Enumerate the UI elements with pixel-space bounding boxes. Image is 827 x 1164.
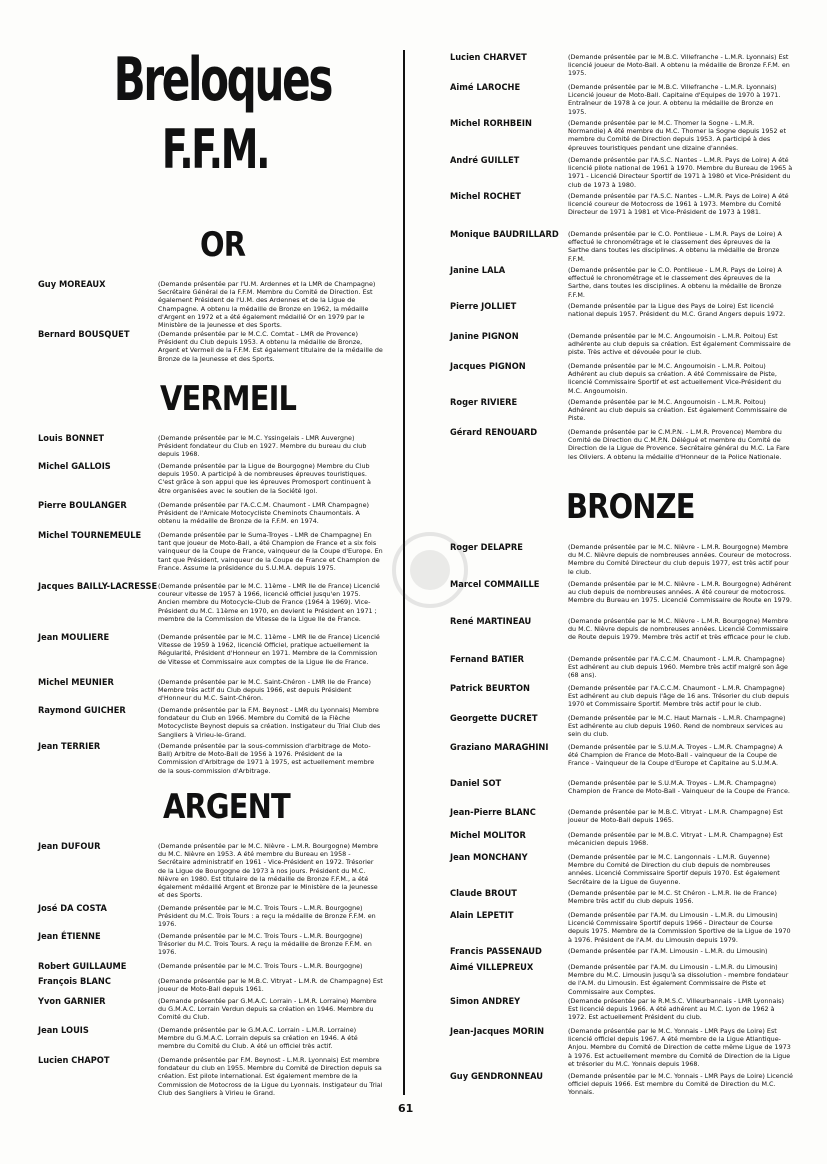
recipient-description: (Demande présentée par l'A.S.C. Nantes - L.M.R. Pays de Loire) A été licencié coureur de Motocross de 1961 à 1973. Membre du Comité Directeur de 1971 à 1981 et Vice-Président de 1973 à 1981. (568, 192, 789, 217)
recipient-description: (Demande présentée par le M.B.C. Vitryat - L.M.R. Champagne) Est mécanicien depuis 1968. (568, 831, 783, 848)
recipient-name: José DA COSTA (38, 904, 107, 914)
recipient-description: (Demande présentée par le M.C. Nièvre - L.M.R. Bourgogne) Membre du M.C. Nièvre en 1953. A été membre du Bureau en 1958 - Secrétaire administratif en 1961 - Vice-Président en 1972. Trésorier de la Ligue de Bourgogne de 1973 à nos jours. Président du M.C. Nièvre en 1980. Est titulaire de la médaille de Bronze F.F.M., a été également médaillé Argent et Bronze par le Ministère de la Jeunesse et des Sports. (158, 842, 379, 900)
recipient-name: Janine LALA (450, 266, 506, 276)
recipient-description: (Demande présentée par le M.C. Langonnais - L.M.R. Guyenne) Membre du Comité de Direction du club depuis de nombreuses années. Licencié Commissaire Sportif depuis 1970. Est également Secrétaire de la Ligue de Guyenne. (568, 853, 780, 886)
recipient-description: (Demande présentée par F.M. Beynost - L.M.R. Lyonnais) Est membre fondateur du club en 1955. Membre du Comité de Direction depuis sa création. Est pilote international. Est également membre de la Commission de Motocross de la Ligue du Lyonnais. Instigateur du Trial Club des Sangliers à Virieu le Grand. (158, 1056, 383, 1097)
recipient-name: Michel MEUNIER (38, 678, 114, 688)
page-number: 61 (398, 1102, 414, 1115)
recipient-name: Guy MOREAUX (38, 280, 106, 290)
recipient-description: (Demande présentée par l'A.C.C.M. Chaumont - LMR Champagne) Président de l'Amicale Motocycliste Cheminots Chaumontais. A obtenu la médaille de Bronze de la F.F.M. en 1974. (158, 501, 370, 526)
recipient-name: Jean LOUIS (38, 1026, 89, 1036)
recipient-description: (Demande présentée par le M.C. Nièvre - L.M.R. Bourgogne) Membre du M.C. Nièvre depuis de nombreuses années. Coureur de motocross. Membre du Comité Directeur du club depuis 1977, est très actif pour le club. (568, 543, 792, 576)
recipient-description: (Demande présentée par le G.M.A.C. Lorrain - L.M.R. Lorraine) Membre du G.M.A.C. Lorrain depuis sa création en 1946. A été membre du Comité du Club. A été un officiel très actif. (158, 1026, 358, 1051)
recipient-description: (Demande présentée par l'A.M. Limousin - L.M.R. du Limousin) (568, 947, 768, 955)
section-bronze-heading: BRONZE (566, 487, 695, 527)
recipient-description: (Demande présentée par l'A.C.C.M. Chaumont - L.M.R. Champagne) Est adhérent au club depuis l'âge de 16 ans. Trésorier du club depuis 1970 et Commissaire Sportif. Membre très actif pour le club. (568, 684, 789, 709)
recipient-name: Michel GALLOIS (38, 462, 111, 472)
recipient-description: (Demande présentée par le M.C. Yonnais - LMR Pays de Loire) Est licencié officiel depuis 1967. A été membre de la Ligue Atlantique-Anjou. Membre du Comité de Direction de cette même Ligue de 1973 à 1976. Est actuellement membre du Comité de Direction de la Ligue et trésorier du M.C. Yonnais depuis 1968. (568, 1027, 791, 1068)
recipient-name: Claude BROUT (450, 889, 517, 899)
recipient-description: (Demande présentée par l'A.S.C. Nantes - L.M.R. Pays de Loire) A été licencié pilote national de 1961 à 1970. Membre du Bureau de 1965 à 1971 - Licencié Directeur Sportif de 1971 à 1980 et Vice-Président du club de 1973 à 1980. (568, 156, 793, 189)
recipient-name: Michel ROCHET (450, 192, 521, 202)
recipient-description: (Demande présentée par le M.C. Nièvre - L.M.R. Bourgogne) Adhérent au club depuis de nombreuses années. A été coureur de motocross. Membre du Bureau en 1975. Licencié Commissaire de Route en 1979. (568, 580, 792, 605)
watermark-stamp (390, 530, 470, 610)
recipient-name: Gérard RENOUARD (450, 428, 538, 438)
recipient-name: Lucien CHARVET (450, 53, 527, 63)
page-subtitle: F.F.M. (161, 118, 269, 181)
recipient-name: André GUILLET (450, 156, 520, 166)
recipient-description: (Demande présentée par l'A.M. du Limousin - L.M.R. du Limousin) Membre du M.C. Limousin jusqu'à sa dissolution - membre fondateur de l'A.M. du Limousin. Est également Commissaire de Piste et Commissaire aux Comptes. (568, 963, 789, 996)
recipient-name: Michel RORHBEIN (450, 119, 532, 129)
recipient-description: (Demande présentée par le M.C. Angoumoisin - L.M.R. Poitou) Est adhérente au club depuis sa création. Est également Commissaire de piste. Très active et dévouée pour le club. (568, 332, 791, 357)
recipient-name: François BLANC (38, 977, 111, 987)
recipient-name: Jean TERRIER (38, 742, 101, 752)
recipient-description: (Demande présentée par le M.C. Trois Tours - L.M.R. Bourgogne) (158, 962, 363, 970)
recipient-name: Patrick BEURTON (450, 684, 530, 694)
recipient-description: (Demande présentée par le M.C. Haut Marnais - L.M.R. Champagne) Est adhérente au club depuis 1960. Rend de nombreux services au sein du club. (568, 714, 786, 739)
recipient-name: Robert GUILLAUME (38, 962, 127, 972)
recipient-name: Michel TOURNEMEULE (38, 531, 142, 541)
recipient-name: Daniel SOT (450, 779, 502, 789)
recipient-description: (Demande présentée par la F.M. Beynost - LMR du Lyonnais) Membre fondateur du Club en 1966. Membre du Comité de la Flèche Motocycliste Beynost depuis sa création. Instigateur du Trial Club des Sangliers à Virieu-le-Grand. (158, 706, 381, 739)
recipient-name: Monique BAUDRILLARD (450, 230, 559, 240)
recipient-name: Fernand BATIER (450, 655, 525, 665)
section-vermeil-heading: VERMEIL (160, 379, 297, 419)
recipient-description: (Demande présentée par le M.C. Saint-Chéron - LMR Ile de France) Membre très actif du Club depuis 1966, est depuis Président d'Honneur du M.C. Saint-Chéron. (158, 678, 371, 703)
recipient-description: (Demande présentée par le M.C. Angoumoisin - L.M.R. Poitou) Adhérent au club depuis sa création. A été Commissaire de Piste, licencié Commissaire Sportif et est actuellement Vice-Président du M.C. Angoumoisin. (568, 362, 782, 395)
recipient-name: Jacques PIGNON (450, 362, 526, 372)
recipient-description: (Demande présentée par le M.C. Yssingelais - LMR Auvergne) Président fondateur du Club en 1927. Membre du bureau du club depuis 1968. (158, 434, 367, 459)
recipient-name: Roger RIVIERE (450, 398, 518, 408)
recipient-name: Janine PIGNON (450, 332, 519, 342)
recipient-description: (Demande présentée par l'U.M. Ardennes et la LMR de Champagne) Secrétaire Général de la F.F.M. Membre du Comité de Direction. Est également Président de l'U.M. des Ardennes et de la Ligue de Champagne. A obtenu la médaille de Bronze en 1962, la médaille d'Argent en 1972 et a été également médaillé Or en 1979 par le Ministère de la Jeunesse et des Sports. (158, 280, 376, 330)
recipient-description: (Demande présentée par l'A.M. du Limousin - L.M.R. du Limousin) Licencié Commissaire Sportif depuis 1966 - Directeur de Course depuis 1975. Membre de la Commission Sportive de la Ligue de 1970 à 1976. Président de l'A.M. du Limousin depuis 1979. (568, 911, 791, 944)
recipient-description: (Demande présentée par le M.C. 11ème - LMR Ile de France) Licencié Vitesse de 1959 à 1962, licencié Officiel, pratique actuellement la Régularité, Président d'Honneur en 1971. Membre de la Commission de Vitesse et Commissaire aux comptes de la Ligue Ile de France. (158, 633, 380, 666)
recipient-name: Yvon GARNIER (38, 997, 106, 1007)
recipient-name: Aimé LAROCHE (450, 83, 521, 93)
recipient-name: Guy GENDRONNEAU (450, 1072, 544, 1082)
recipient-name: Jean MONCHANY (450, 853, 528, 863)
recipient-description: (Demande présentée par la Ligue de Bourgogne) Membre du Club depuis 1950. A participé à de nombreuses épreuves touristiques. C'est grâce à son appui que les épreuves Promosport continuent à être organisées avec le soutien de la Société Igol. (158, 462, 371, 495)
recipient-description: (Demande présentée par le M.C.C. Comtat - LMR de Provence) Président du Club depuis 1953. A obtenu la médaille de Bronze, Argent et Vermeil de la F.F.M. Est également titulaire de la médaille de Bronze de la Jeunesse et des Sports. (158, 330, 383, 363)
recipient-description: (Demande présentée par le M.C. Angoumoisin - L.M.R. Poitou) Adhérent au club depuis sa création. Est également Commissaire de Piste. (568, 398, 788, 423)
recipient-name: Aimé VILLEPREUX (450, 963, 534, 973)
section-or-heading: OR (200, 225, 246, 265)
recipient-name: Jacques BAILLY-LACRESSE (38, 582, 158, 592)
recipient-name: Louis BONNET (38, 434, 105, 444)
recipient-description: (Demande présentée par le M.C. Trois Tours - L.M.R. Bourgogne) Trésorier du M.C. Trois Tours. A reçu la médaille de Bronze F.F.M. en 1976. (158, 932, 372, 957)
recipient-description: (Demande présentée par le Suma-Troyes - LMR de Champagne) En tant que joueur de Moto-Ball, a été Champion de France et a six fois vainqueur de la Coupe de France, vainqueur de la Coupe d'Europe. En tant que Président, vainqueur de la Coupe de France et Champion de France. Assume la présidence du S.U.M.A. depuis 1975. (158, 531, 383, 572)
recipient-name: Michel MOLITOR (450, 831, 526, 841)
recipient-name: Bernard BOUSQUET (38, 330, 130, 340)
recipient-description: (Demande présentée par le M.C. Trois Tours - L.M.R. Bourgogne) Président du M.C. Trois Tours : a reçu la médaille de Bronze F.F.M. en 1976. (158, 904, 376, 929)
recipient-name: Georgette DUCRET (450, 714, 538, 724)
recipient-description: (Demande présentée par le C.O. Pontlieue - L.M.R. Pays de Loire) A effectué le chronométrage et le classement des épreuves de la Sarthe dans toutes les disciplines. A obtenu la médaille de Bronze F.F.M. (568, 230, 782, 263)
recipient-name: Jean DUFOUR (38, 842, 101, 852)
recipient-description: (Demande présentée par le C.M.P.N. - L.M.R. Provence) Membre du Comité de Direction du C.M.P.N. Délégué et membre du Comité de Direction de la Ligue de Provence. Secrétaire général du M.C. La Fare les Oliviers. A obtenu la médaille d'Honneur de la Police Nationale. (568, 428, 790, 461)
recipient-description: (Demande présentée par le M.C. Yonnais - LMR Pays de Loire) Licencié officiel depuis 1966. Est membre du Comité de Direction du M.C. Yonnais. (568, 1072, 793, 1097)
recipient-name: Roger DELAPRE (450, 543, 523, 553)
recipient-description: (Demande présentée par le C.O. Pontlieue - L.M.R. Pays de Loire) A effectué le chronométrage et le classement des épreuves de la Sarthe, dans toutes les disciplines. A obtenu la médaille de Bronze F.F.M. (568, 266, 782, 299)
recipient-name: Pierre BOULANGER (38, 501, 127, 511)
recipient-name: Francis PASSENAUD (450, 947, 542, 957)
recipient-description: (Demande présentée par G.M.A.C. Lorrain - L.M.R. Lorraine) Membre du G.M.A.C. Lorrain Verdun depuis sa création en 1946. Membre du Comité du Club. (158, 997, 377, 1022)
section-argent-heading: ARGENT (163, 787, 290, 827)
recipient-name: Lucien CHAPOT (38, 1056, 110, 1066)
recipient-description: (Demande présentée par le M.C. Thomer la Sogne - L.M.R. Normandie) A été membre du M.C. Thomer la Sogne depuis 1952 et membre du Comité de Direction depuis 1953. A participé à des épreuves touristiques pendant une dizaine d'années. (568, 119, 786, 152)
recipient-name: Pierre JOLLIET (450, 302, 517, 312)
recipient-name: Jean-Jacques MORIN (450, 1027, 545, 1037)
recipient-description: (Demande présentée par le M.C. St Chéron - L.M.R. Ile de France) Membre très actif du club depuis 1956. (568, 889, 777, 906)
recipient-description: (Demande présentée par le M.C. 11ème - LMR Ile de France) Licencié coureur vitesse de 1957 à 1966, licencié officiel jusqu'en 1975. Ancien membre du Motocycle-Club de France (1964 à 1969). Vice-Président du M.C. 11ème en 1970, en devient le Président en 1971 ; membre de la Commission de Vitesse de la Ligue Ile de France. (158, 582, 380, 623)
recipient-name: Raymond GUICHER (38, 706, 126, 716)
recipient-description: (Demande présentée par la Ligue des Pays de Loire) Est licencié national depuis 1957. Président du M.C. Grand Angers depuis 1972. (568, 302, 786, 319)
recipient-description: (Demande présentée par le M.C. Nièvre - L.M.R. Bourgogne) Membre du M.C. Nièvre depuis de nombreuses années. Licencié Commissaire de Route depuis 1979. Membre très actif et très efficace pour le club. (568, 617, 791, 642)
recipient-description: (Demande présentée par le R.M.S.C. Villeurbannais - LMR Lyonnais) Est licencié depuis 1966. A été adhérent au M.C. Lyon de 1962 à 1972. Est actuellement Président du club. (568, 997, 784, 1022)
recipient-description: (Demande présentée par le S.U.M.A. Troyes - L.M.R. Champagne) A été Champion de France de Moto-Ball - vainqueur de la Coupe de France - Vainqueur de la Coupe d'Europe et Capitaine au S.U.M.A. (568, 743, 783, 768)
recipient-name: Jean-Pierre BLANC (450, 808, 536, 818)
recipient-description: (Demande présentée par le M.B.C. Vitryat - L.M.R. de Champagne) Est joueur de Moto-Ball depuis 1961. (158, 977, 383, 994)
recipient-description: (Demande présentée par le M.B.C. Villefranche - L.M.R. Lyonnais) Licencié joueur de Moto-Ball. Capitaine d'Equipes de 1970 à 1971. Entraîneur de 1978 à ce jour. A obtenu la médaille de Bronze en 1975. (568, 83, 781, 116)
recipient-description: (Demande présentée par l'A.C.C.M. Chaumont - L.M.R. Champagne) Est adhérent au club depuis 1960. Membre très actif malgré son âge (68 ans). (568, 655, 788, 680)
recipient-name: Graziano MARAGHINI (450, 743, 549, 753)
recipient-description: (Demande présentée par le S.U.M.A. Troyes - L.M.R. Champagne) Champion de France de Moto-Ball - Vainqueur de la Coupe de France. (568, 779, 790, 796)
recipient-name: Jean ÉTIENNE (38, 932, 101, 942)
page-title: Breloques (113, 45, 332, 115)
recipient-description: (Demande présentée par le M.B.C. Villefranche - L.M.R. Lyonnais) Est licencié joueur de Moto-Ball. A obtenu la médaille de Bronze F.F.M. en 1975. (568, 53, 790, 78)
recipient-name: René MARTINEAU (450, 617, 532, 627)
recipient-name: Marcel COMMAILLE (450, 580, 540, 590)
recipient-name: Simon ANDREY (450, 997, 521, 1007)
recipient-name: Jean MOULIERE (38, 633, 110, 643)
recipient-name: Alain LEPETIT (450, 911, 514, 921)
recipient-description: (Demande présentée par le M.B.C. Vitryat - L.M.R. Champagne) Est joueur de Moto-Ball depuis 1965. (568, 808, 783, 825)
recipient-description: (Demande présentée par la sous-commission d'arbitrage de Moto-Ball) Arbitre de Moto-Ball de 1956 à 1976. Président de la Commission d'Arbitrage de 1971 à 1975, est actuellement membre de la sous-commission d'Arbitrage. (158, 742, 375, 775)
